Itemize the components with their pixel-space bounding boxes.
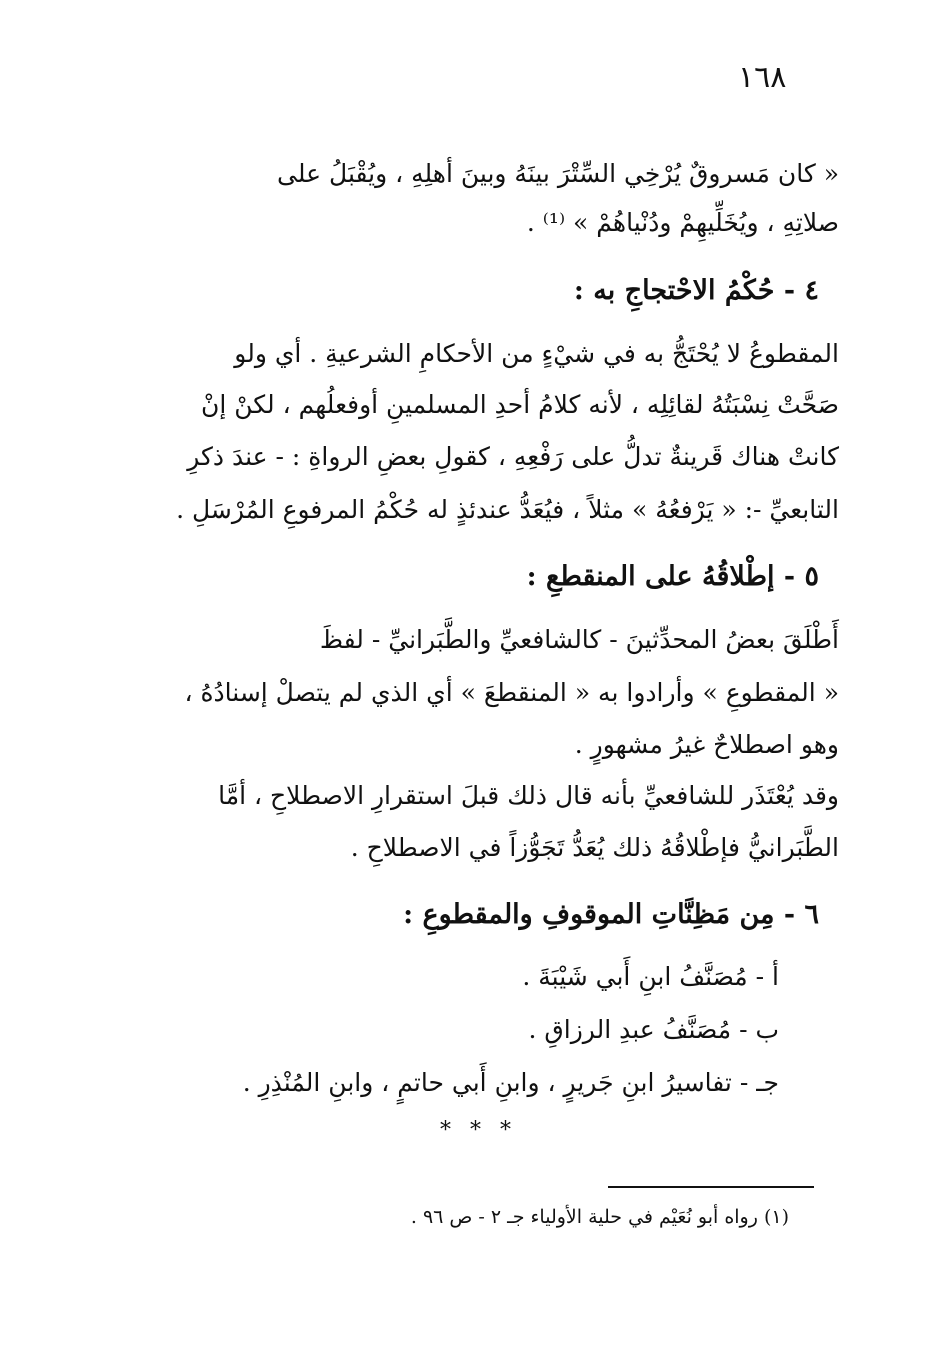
section-4-line-2: صَحَّتْ نِسْبَتُهُ لقائِلِه ، لأنه كلامُ أحدِ المسلمينِ أوفعلُهم ، لكنْ إنْ <box>200 390 839 419</box>
section-5-line-5: الطَّبَرانيُّ فإطْلاقُهُ ذلك يُعَدُّ تَجَوُّزاً في الاصطلاحِ . <box>350 833 839 862</box>
section-5-line-3: وهو اصطلاحٌ غيرُ مشهورٍ . <box>574 730 839 759</box>
section-4-line-3: كانتْ هناك قَرينةٌ تدلُّ على رَفْعِهِ ، كقولِ بعضِ الرواةِ : - عندَ ذكرِ <box>187 442 839 471</box>
section-4-heading: ٤ - حُكْمُ الاحْتجاجِ به : <box>573 275 819 306</box>
section-separator: * * * <box>440 1118 517 1143</box>
source-item: جـ - تفاسيرُ ابنِ جَريرٍ ، وابنِ أَبي حاتمٍ ، وابنِ المُنْذِرِ . <box>242 1068 779 1097</box>
quote-line-2: صلاتِهِ ، ويُخَلِّيهِمْ ودُنْياهُمْ » ⁽¹⁾ . <box>526 208 839 237</box>
source-item: أ - مُصَنَّفُ ابنِ أَبي شَيْبَةَ . <box>522 962 779 991</box>
section-5-line-4: وقد يُعْتَذَر للشافعيِّ بأنه قال ذلك قبلَ استقرارِ الاصطلاحِ ، أمَّا <box>218 781 839 810</box>
section-6-heading: ٦ - مِن مَظِنَّاتِ الموقوفِ والمقطوعِ : <box>403 899 819 930</box>
page-number: ١٦٨ <box>738 60 787 95</box>
section-5-line-1: أَطْلَقَ بعضُ المحدِّثينَ - كالشافعيِّ والطَّبَرانيِّ - لفظَ <box>319 625 839 654</box>
quote-line-1: « كان مَسروقٌ يُرْخِي السِّتْرَ بينَهُ وبينَ أهلِهِ ، ويُقْبَلُ على <box>277 159 839 188</box>
section-4-line-1: المقطوعُ لا يُحْتَجُّ به في شيْءٍ من الأحكامِ الشرعيةِ . أي ولو <box>234 339 839 368</box>
source-item: ب - مُصَنَّفُ عبدِ الرزاقِ . <box>528 1015 779 1044</box>
section-5-line-2: « المقطوعِ » وأرادوا به « المنقطعَ » أي الذي لم يتصلْ إسنادُهُ ، <box>184 678 839 707</box>
footnote: (١) رواه أبو نُعَيْم في حلية الأولياء جـ ٢ - ص ٩٦ . <box>410 1206 789 1228</box>
section-5-heading: ٥ - إطْلاقُهُ على المنقطعِ : <box>526 561 819 592</box>
section-4-line-4: التابعيِّ -: « يَرْفعُهُ » مثلاً ، فيُعَدُّ عندئذٍ له حُكْمُ المرفوعِ المُرْسَلِ . <box>176 495 839 524</box>
footnote-divider <box>608 1186 814 1188</box>
